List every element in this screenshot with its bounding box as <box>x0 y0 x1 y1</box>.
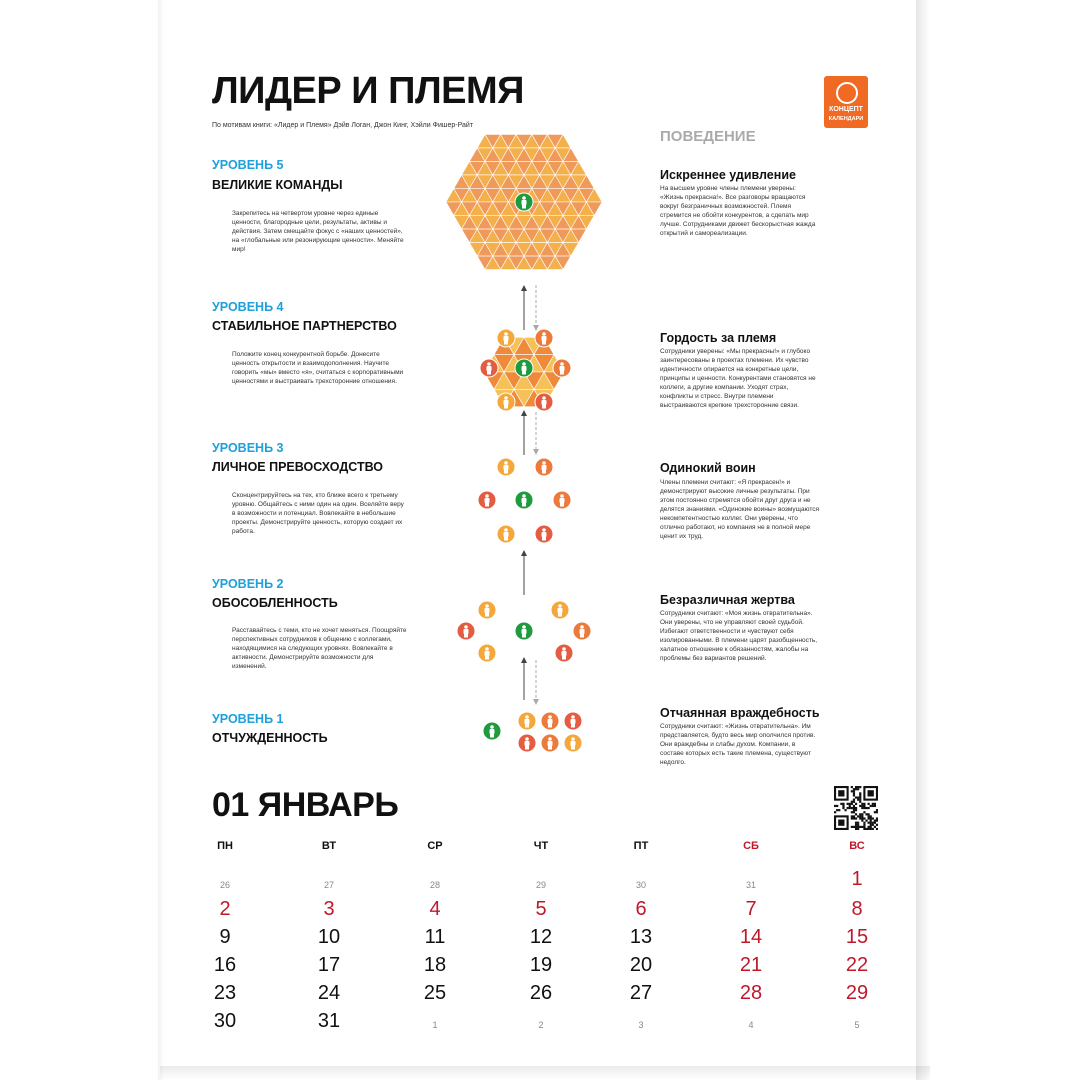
person-icon <box>541 712 559 730</box>
calendar-day: 26 <box>219 880 230 890</box>
calendar-day: 11 <box>424 926 446 948</box>
level-2-name: ОБОСОБЛЕННОСТЬ <box>212 596 338 610</box>
behavior-2-title: Безразличная жертва <box>660 593 795 607</box>
month-title: 01 ЯНВАРЬ <box>212 786 399 824</box>
weekday-header: ПН <box>217 840 233 852</box>
calendar-day: 18 <box>423 954 447 976</box>
calendar-day: 5 <box>535 898 547 920</box>
person-icon <box>553 491 571 509</box>
calendar-day: 17 <box>317 954 341 976</box>
level-5-label: УРОВЕНЬ 5 <box>212 158 284 172</box>
calendar-day: 8 <box>851 898 863 920</box>
person-icon <box>457 622 475 640</box>
level-2-label: УРОВЕНЬ 2 <box>212 577 284 591</box>
person-icon <box>515 193 533 211</box>
person-icon <box>518 712 536 730</box>
calendar-day: 16 <box>213 954 237 976</box>
level-4-description: Положите конец конкурентной борьбе. Донесите ценность открытости и взаимодополнения. Научите говорить «мы» вместо «я», считаться с корпоративными ценностями и выстраивать трехсторонние отношения. <box>232 351 404 385</box>
brand-logo <box>824 76 868 128</box>
tribe-levels-diagram <box>440 125 620 765</box>
behavior-4-title: Гордость за племя <box>660 331 777 345</box>
calendar-day: 1 <box>432 1020 438 1030</box>
calendar-day: 15 <box>845 926 869 948</box>
calendar-day: 31 <box>745 880 756 890</box>
weekday-header: ВС <box>849 840 865 852</box>
logo-line-2: КАЛЕНДАРИ <box>828 116 864 122</box>
person-icon <box>551 601 569 619</box>
person-icon <box>497 525 515 543</box>
weekday-header: СР <box>427 840 443 852</box>
person-icon <box>515 491 533 509</box>
weekday-header: ЧТ <box>533 840 549 852</box>
person-icon <box>483 722 501 740</box>
calendar-day: 5 <box>854 1020 860 1030</box>
person-icon <box>480 359 498 377</box>
calendar-day: 21 <box>739 954 763 976</box>
level-2-description: Расставайтесь с теми, кто не хочет меняться. Поощряйте перспективных сотрудников к общению с коллегами, находящимися на следующих уровнях. Вовлекайте в активности. Демонстрируйте возможности для изменений. <box>232 627 407 670</box>
weekday-header: ПТ <box>633 840 649 852</box>
calendar-day: 4 <box>748 1020 754 1030</box>
calendar-day: 2 <box>219 898 231 920</box>
calendar-day: 4 <box>429 898 441 920</box>
person-icon <box>564 712 582 730</box>
person-icon <box>497 393 515 411</box>
calendar-day: 3 <box>323 898 335 920</box>
calendar-day: 3 <box>638 1020 644 1030</box>
page-title: ЛИДЕР И ПЛЕМЯ <box>212 70 524 112</box>
page-shadow-left <box>158 0 164 1080</box>
calendar-day: 1 <box>851 868 863 890</box>
person-icon <box>555 644 573 662</box>
person-icon <box>478 491 496 509</box>
page-subtitle: По мотивам книги: «Лидер и Племя» Дэйв Логан, Джон Кинг, Хэйли Фишер-Райт <box>212 122 474 129</box>
person-icon <box>535 393 553 411</box>
person-icon <box>535 329 553 347</box>
calendar-day: 30 <box>213 1010 237 1032</box>
person-icon <box>497 458 515 476</box>
logo-line-1: КОНЦЕПТ <box>829 106 863 113</box>
behavior-heading: ПОВЕДЕНИЕ <box>660 128 756 145</box>
calendar-day: 6 <box>635 898 647 920</box>
page-shadow-bottom <box>160 1066 930 1080</box>
level-5-description: Закрепитесь на четвертом уровне через единые ценности, благородные цели, результаты, активы и действия. Затем смещайте фокус с «наших ценностей», на «глобальные или резонирующие ценности». Меняйте мир! <box>232 210 404 253</box>
behavior-1-title: Отчаянная враждебность <box>660 706 820 720</box>
calendar-day: 24 <box>317 982 341 1004</box>
lightbulb-icon <box>836 82 858 104</box>
person-icon <box>541 734 559 752</box>
person-icon <box>535 458 553 476</box>
calendar-day: 25 <box>423 982 447 1004</box>
behavior-4-description: Сотрудники уверены: «Мы прекрасны!» и глубоко заинтересованы в проектах племени. Их чувство идентичности опирается на конкретные цели, принципы и ценности. Конкурентами становятся не коллеги, а другие компании. Уходят страх, конфликты и стресс. Внутри племени выстраиваются крепкие трехсторонние связи. <box>660 348 816 409</box>
person-icon <box>478 601 496 619</box>
person-icon <box>573 622 591 640</box>
weekday-header: ВТ <box>321 840 337 852</box>
calendar-day: 22 <box>845 954 869 976</box>
level-5-name: ВЕЛИКИЕ КОМАНДЫ <box>212 178 343 192</box>
calendar-day: 27 <box>323 880 334 890</box>
calendar-day: 31 <box>317 1010 341 1032</box>
calendar-day: 13 <box>629 926 653 948</box>
calendar-day: 30 <box>635 880 646 890</box>
behavior-5-description: На высшем уровне члены племени уверены: «Жизнь прекрасна!». Все разговоры вращаются вокруг безграничных возможностей. Племя стремится не обойти конкурентов, а сделать мир лучше. Сотрудниками движет бескорыстная жажда открытий и самореализации. <box>660 185 816 237</box>
behavior-3-description: Члены племени считают: «Я прекрасен!» и демонстрируют высокие личные результаты. При этом постоянно стремятся обойти друг друга и не делятся знаниями. «Одинокие воины» возмущаются некомпетентностью коллег. Они уверены, что отлично работают, но компания не в полной мере ценит их труд. <box>660 479 820 540</box>
level-3-description: Сконцентрируйтесь на тех, кто ближе всего к третьему уровню. Общайтесь с ними один на один. Вселяйте веру в возможности и потенциал. Вовлекайте в небольшие проекты. Демонстрируйте ценность, которую создает их работа. <box>232 492 404 535</box>
calendar-day: 26 <box>529 982 553 1004</box>
level-4-name: СТАБИЛЬНОЕ ПАРТНЕРСТВО <box>212 319 397 333</box>
person-icon <box>497 329 515 347</box>
calendar-day: 28 <box>739 982 763 1004</box>
level-3-label: УРОВЕНЬ 3 <box>212 441 284 455</box>
qr-code <box>834 786 878 830</box>
calendar-day: 23 <box>213 982 237 1004</box>
person-icon <box>515 622 533 640</box>
calendar-day: 12 <box>529 926 553 948</box>
behavior-2-description: Сотрудники считают: «Моя жизнь отвратительна». Они уверены, что не управляют своей судьбой. Избегают ответственности и чувствуют себя изолированными. В племени царят разобщенность, халатное отношение к обязанностям, жалобы на проблемы без вариантов решений. <box>660 610 818 662</box>
calendar-day: 29 <box>535 880 546 890</box>
level-4-label: УРОВЕНЬ 4 <box>212 300 284 314</box>
behavior-5-title: Искреннее удивление <box>660 168 796 182</box>
calendar-day: 10 <box>317 926 341 948</box>
weekday-header: СБ <box>743 840 759 852</box>
person-icon <box>515 359 533 377</box>
calendar-day: 20 <box>629 954 653 976</box>
calendar-day: 7 <box>745 898 757 920</box>
behavior-1-description: Сотрудники считают: «Жизнь отвратительна». Им представляется, будто весь мир ополчился против. Они враждебны и слабы духом. Компании, в составе которых есть такие племена, существуют недолго. <box>660 723 816 766</box>
behavior-3-title: Одинокий воин <box>660 461 756 475</box>
person-icon <box>518 734 536 752</box>
level-1-label: УРОВЕНЬ 1 <box>212 712 284 726</box>
calendar-day: 19 <box>529 954 553 976</box>
person-icon <box>564 734 582 752</box>
calendar-day: 2 <box>538 1020 544 1030</box>
calendar-day: 27 <box>629 982 653 1004</box>
calendar-day: 28 <box>429 880 440 890</box>
person-icon <box>478 644 496 662</box>
person-icon <box>553 359 571 377</box>
level-3-name: ЛИЧНОЕ ПРЕВОСХОДСТВО <box>212 460 384 474</box>
calendar-day: 9 <box>219 926 231 948</box>
calendar-day: 29 <box>845 982 869 1004</box>
person-icon <box>535 525 553 543</box>
calendar-day: 14 <box>739 926 763 948</box>
page-shadow-right <box>916 0 930 1080</box>
level-1-name: ОТЧУЖДЕННОСТЬ <box>212 731 328 745</box>
